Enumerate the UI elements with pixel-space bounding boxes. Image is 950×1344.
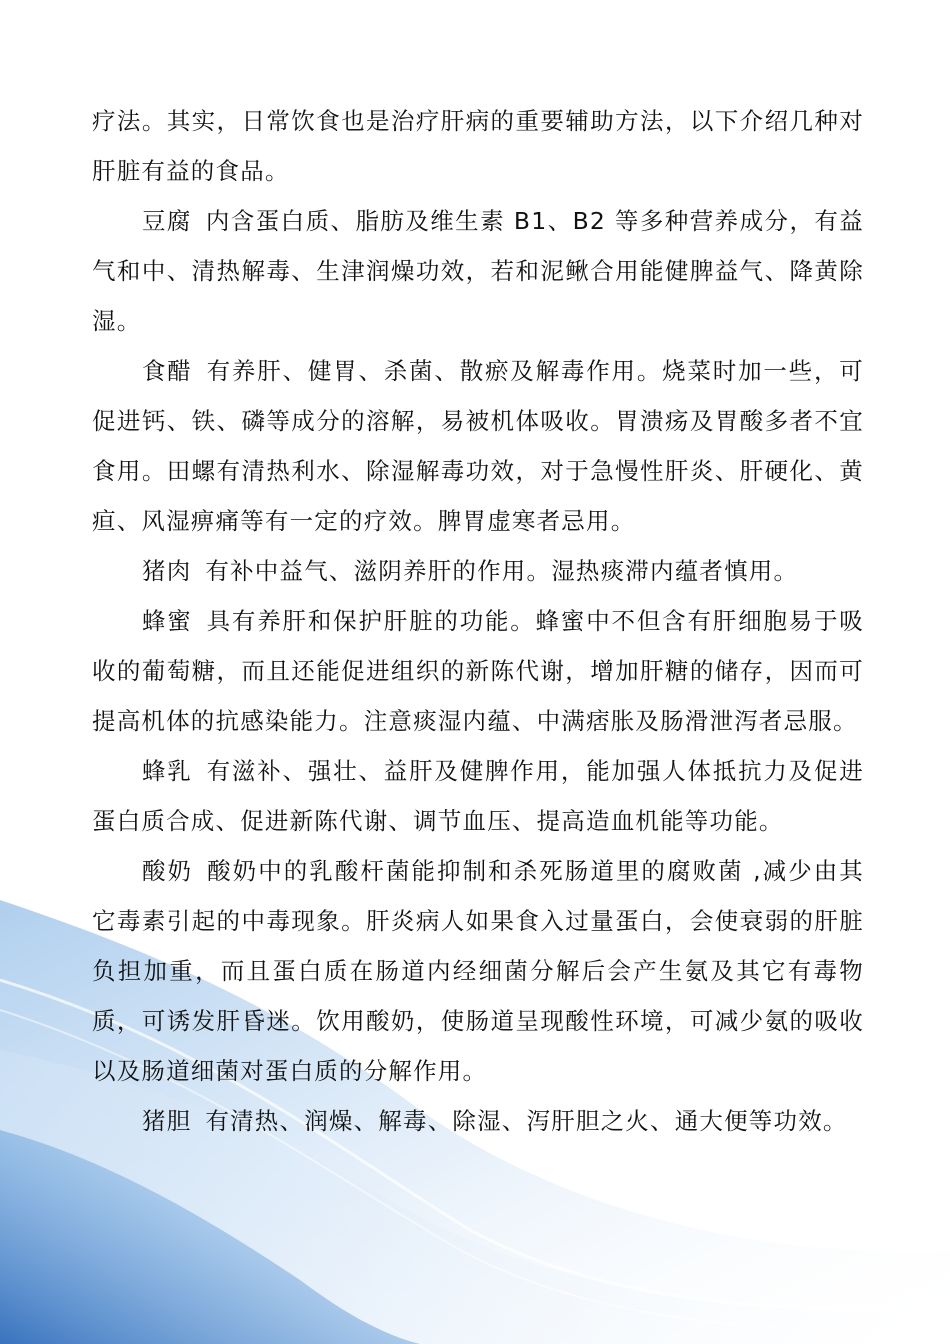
paragraph-suannai	[92, 846, 864, 1096]
paragraph-text: 疗法。其实，日常饮食也是治疗肝病的重要辅助方法，以下介绍几种对肝脏有益的食品。	[92, 107, 864, 185]
food-term: 猪肉	[142, 557, 192, 585]
food-term: 豆腐	[142, 207, 192, 235]
food-term: 食醋	[142, 357, 193, 385]
paragraph-zhudan	[92, 1096, 864, 1146]
paragraph-doufu	[92, 196, 864, 346]
paragraph-fengru	[92, 746, 864, 846]
paragraph-text: 有养肝、健胃、杀菌、散瘀及解毒作用。烧菜时加一些，可促进钙、铁、磷等成分的溶解，易被机体吸收。胃溃疡及胃酸多者不宜食用。田螺有清热利水、除湿解毒功效，对于急慢性肝炎、肝硬化、黄疸、风湿痹痛等有一定的疗效。脾胃虚寒者忌用。	[92, 357, 865, 535]
paragraph-zhurou	[92, 546, 864, 596]
paragraph-text: 内含蛋白质、脂肪及维生素 B1、B2 等多种营养成分，有益气和中、清热解毒、生津润燥功效，若和泥鳅合用能健脾益气、降黄除湿。	[92, 207, 865, 335]
food-term: 酸奶	[142, 857, 194, 885]
paragraph-text: 有滋补、强壮、益肝及健脾作用，能加强人体抵抗力及促进蛋白质合成、促进新陈代谢、调节血压、提高造血机能等功能。	[92, 757, 865, 835]
document-body	[92, 96, 864, 1146]
paragraph-text: 有补中益气、滋阴养肝的作用。湿热痰滞内蕴者慎用。	[205, 557, 799, 585]
paragraph-text: 具有养肝和保护肝脏的功能。蜂蜜中不但含有肝细胞易于吸收的葡萄糖，而且还能促进组织的新陈代谢，增加肝糖的储存，因而可提高机体的抗感染能力。注意痰湿内蕴、中满痞胀及肠滑泄泻者忌服。	[92, 607, 865, 735]
paragraph-shicu	[92, 346, 864, 546]
paragraph-intro	[92, 96, 864, 196]
food-term: 蜂乳	[142, 757, 193, 785]
paragraph-text: 酸奶中的乳酸杆菌能抑制和杀死肠道里的腐败菌 ,减少由其它毒素引起的中毒现象。肝炎病人如果食入过量蛋白，会使衰弱的肝脏负担加重，而且蛋白质在肠道内经细菌分解后会产生氨及其它有毒物质，可诱发肝昏迷。饮用酸奶，使肠道呈现酸性环境，可减少氨的吸收以及肠道细菌对蛋白质的分解作用。	[92, 857, 865, 1085]
food-term: 蜂蜜	[142, 607, 193, 635]
paragraph-text: 有清热、润燥、解毒、除湿、泻肝胆之火、通大便等功效。	[205, 1107, 848, 1135]
food-term: 猪胆	[142, 1107, 192, 1135]
paragraph-fengmi	[92, 596, 864, 746]
